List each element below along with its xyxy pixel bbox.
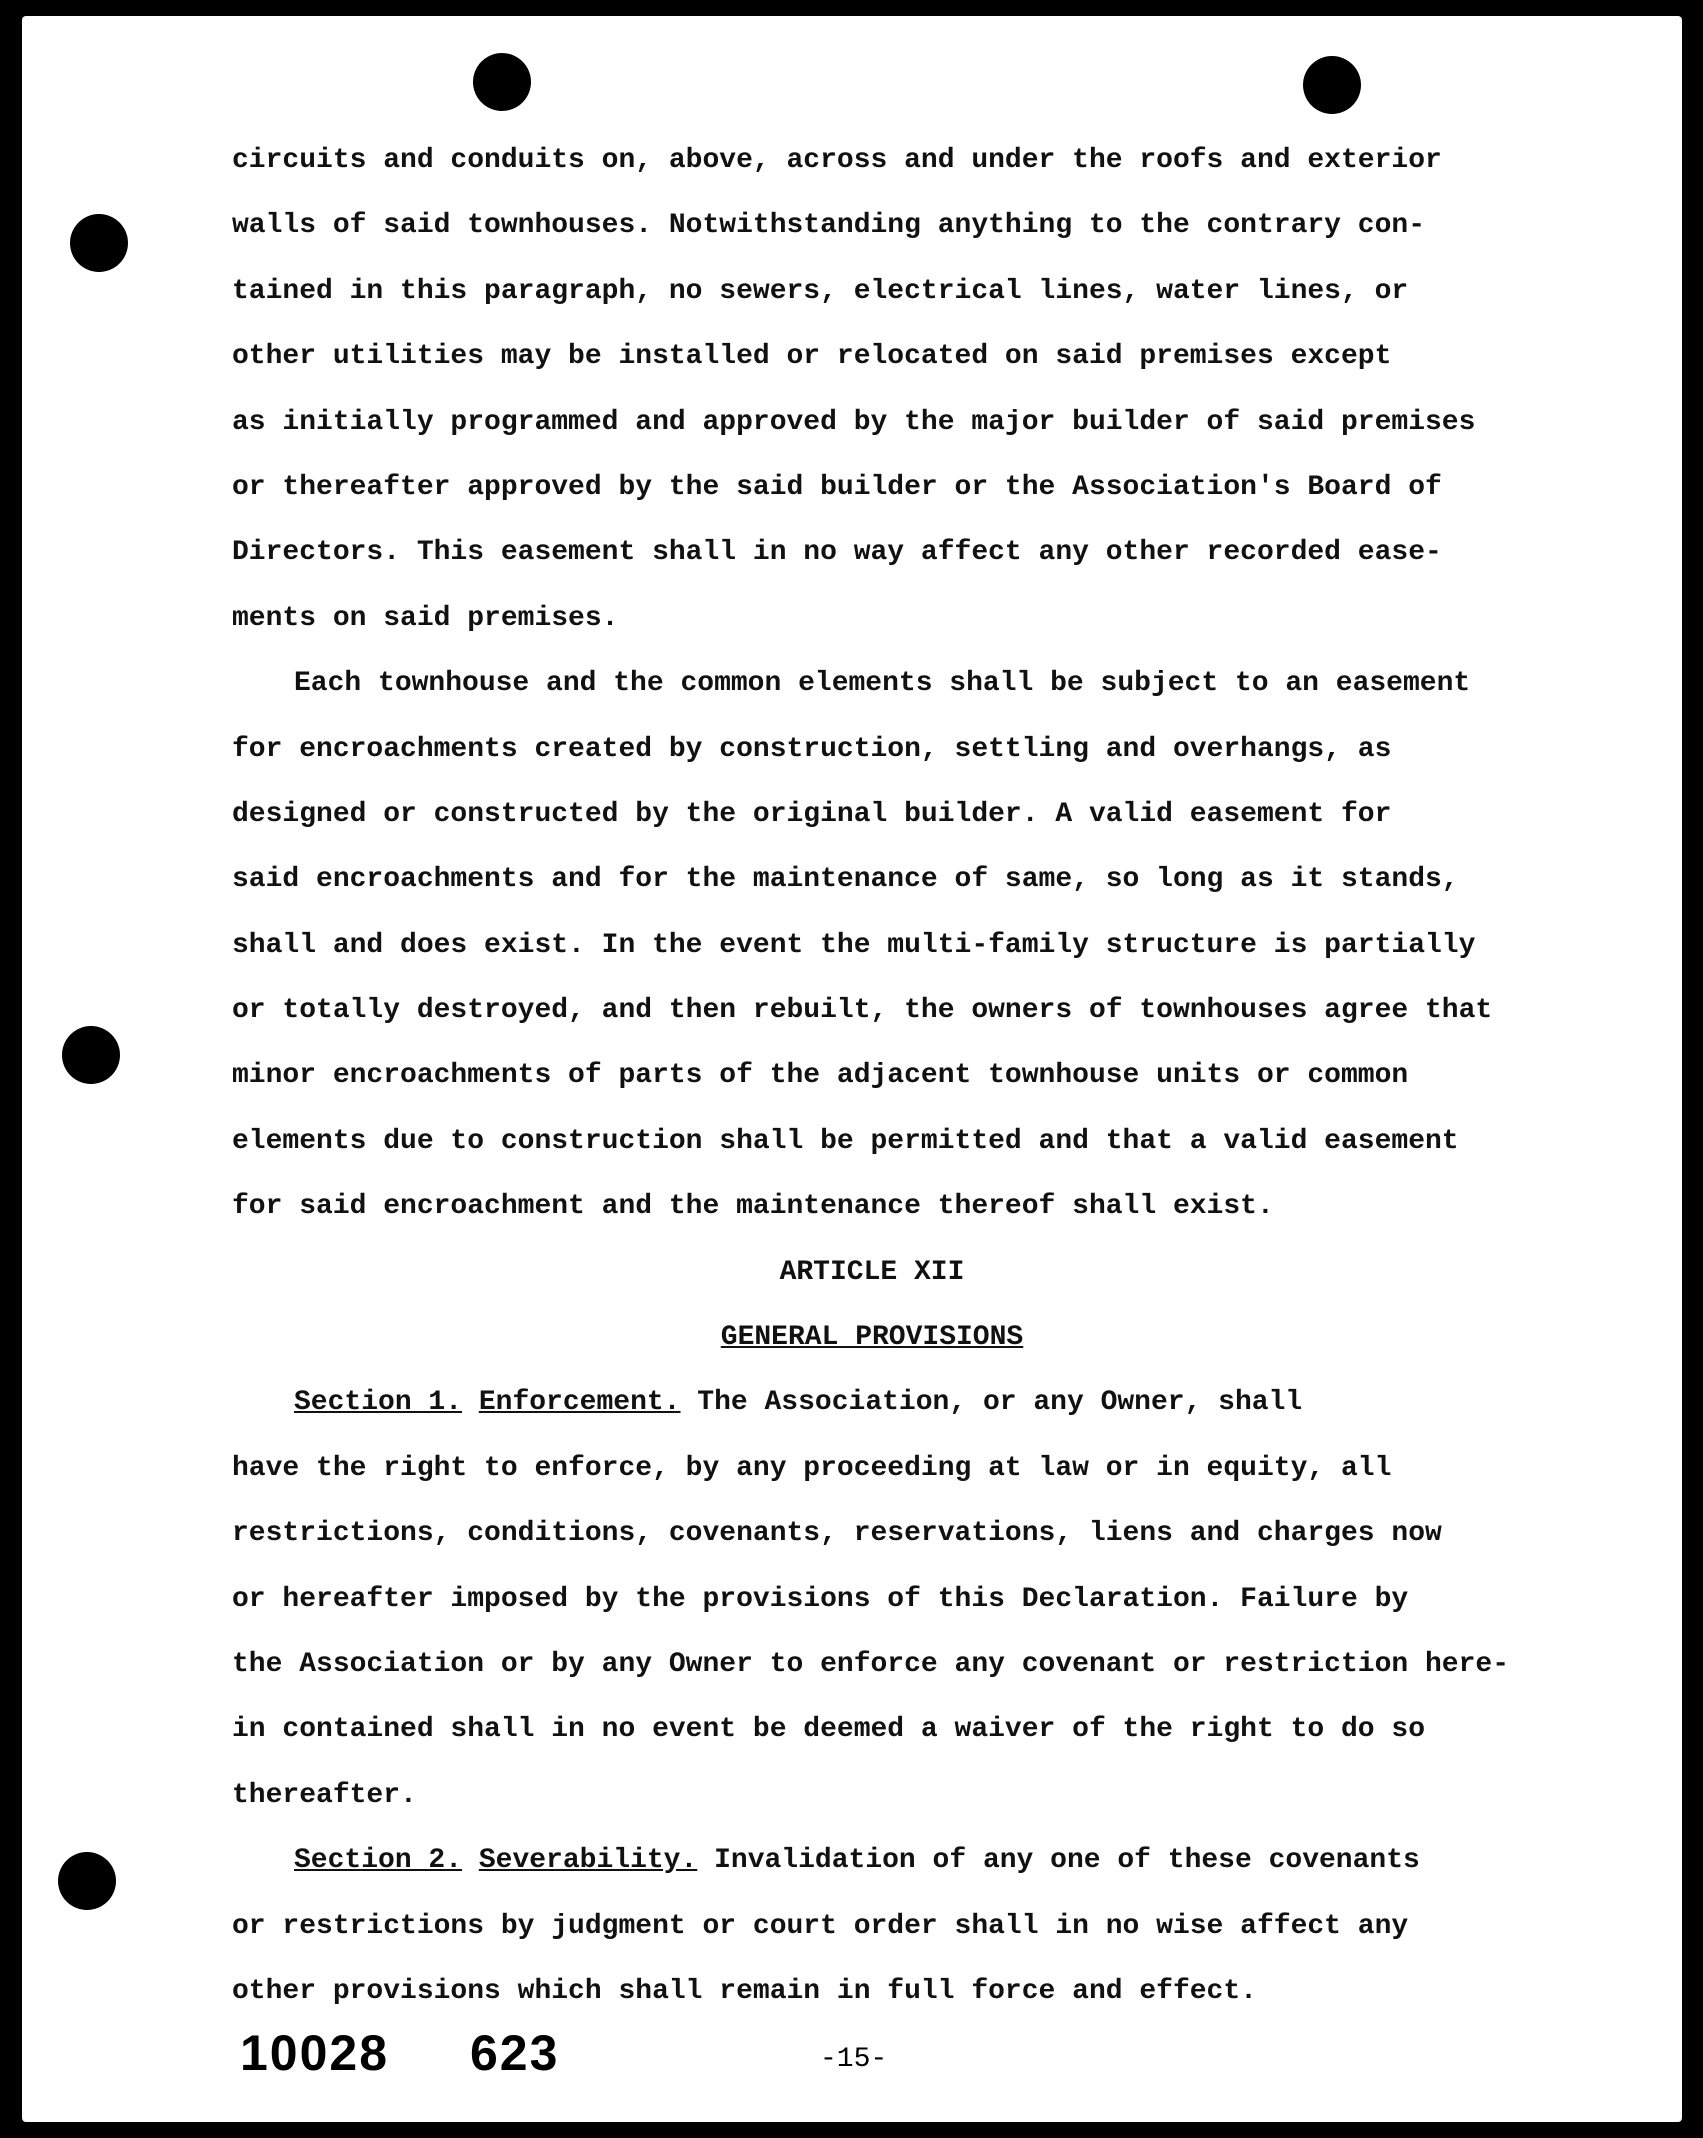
text-line: elements due to construction shall be permitted and that a valid easement xyxy=(232,1125,1459,1157)
text-line: circuits and conduits on, above, across and under the roofs and exterior xyxy=(232,145,1442,176)
text-line: tained in this paragraph, no sewers, electrical lines, water lines, or xyxy=(232,275,1409,307)
text-line: thereafter. xyxy=(232,1779,417,1811)
text-line: or totally destroyed, and then rebuilt, the owners of townhouses agree that xyxy=(232,995,1493,1027)
punch-hole-top-right xyxy=(1303,56,1361,114)
text-line: other provisions which shall remain in full force and effect. xyxy=(232,1975,1257,2007)
text-line: walls of said townhouses. Notwithstanding anything to the contrary con- xyxy=(232,210,1425,242)
punch-hole-top-left xyxy=(473,53,531,111)
section-2-severability xyxy=(232,1828,1512,2024)
article-subheading-text: GENERAL PROVISIONS xyxy=(720,1322,1024,1354)
record-page-number: 623 xyxy=(470,2025,560,2081)
text-line: or hereafter imposed by the provisions of this Declaration. Failure by xyxy=(232,1583,1409,1615)
text-line: said encroachments and for the maintenance of same, so long as it stands, xyxy=(232,864,1459,896)
text-line: in contained shall in no event be deemed a waiver of the right to do so xyxy=(232,1714,1425,1746)
section-2-label: Section 2. xyxy=(294,1845,463,1877)
article-subheading xyxy=(232,1305,1512,1370)
section-1-title: Enforcement. xyxy=(478,1387,681,1419)
document-text xyxy=(232,128,1512,2024)
text-line: designed or constructed by the original builder. A valid easement for xyxy=(232,798,1392,830)
text-line: minor encroachments of parts of the adjacent townhouse units or common xyxy=(232,1060,1409,1092)
text-line: for encroachments created by construction, settling and overhangs, as xyxy=(232,733,1392,765)
paragraph-easement-utilities xyxy=(232,128,1512,651)
text-line: Directors. This easement shall in no way affect any other recorded ease- xyxy=(232,537,1442,569)
paragraph-encroachments xyxy=(232,651,1512,1240)
punch-hole-left-3 xyxy=(58,1852,116,1910)
section-2-text: Invalidation of any one of these covenants xyxy=(714,1845,1420,1877)
text-line: or restrictions by judgment or court order shall in no wise affect any xyxy=(232,1910,1409,1942)
punch-hole-left-1 xyxy=(70,214,128,272)
text-line: the Association or by any Owner to enforce any covenant or restriction here- xyxy=(232,1648,1510,1680)
section-1-text: The Association, or any Owner, shall xyxy=(697,1387,1303,1419)
punch-hole-left-2 xyxy=(62,1026,120,1084)
section-1-first-line xyxy=(232,1370,1512,1435)
article-heading: ARTICLE XII xyxy=(779,1256,965,1288)
text-line: have the right to enforce, by any proceeding at law or in equity, all xyxy=(232,1452,1392,1484)
section-1-enforcement xyxy=(232,1370,1512,1828)
text-line: as initially programmed and approved by the major builder of said premises xyxy=(232,406,1476,438)
section-2-first-line xyxy=(232,1828,1512,1893)
text-line: Each townhouse and the common elements shall be subject to an easement xyxy=(294,668,1471,700)
text-line: for said encroachment and the maintenance thereof shall exist. xyxy=(232,1191,1274,1223)
text-line: other utilities may be installed or relocated on said premises except xyxy=(232,341,1392,373)
section-1-label: Section 1. xyxy=(294,1387,463,1419)
section-2-title: Severability. xyxy=(478,1845,698,1877)
book-number: 10028 xyxy=(240,2025,390,2081)
text-line: ments on said premises. xyxy=(232,602,619,634)
folio-number: -15- xyxy=(820,2044,888,2075)
text-line: shall and does exist. In the event the multi-family structure is partially xyxy=(232,929,1476,961)
text-line: or thereafter approved by the said builder or the Association's Board of xyxy=(232,471,1442,503)
text-line: restrictions, conditions, covenants, reservations, liens and charges now xyxy=(232,1518,1442,1550)
